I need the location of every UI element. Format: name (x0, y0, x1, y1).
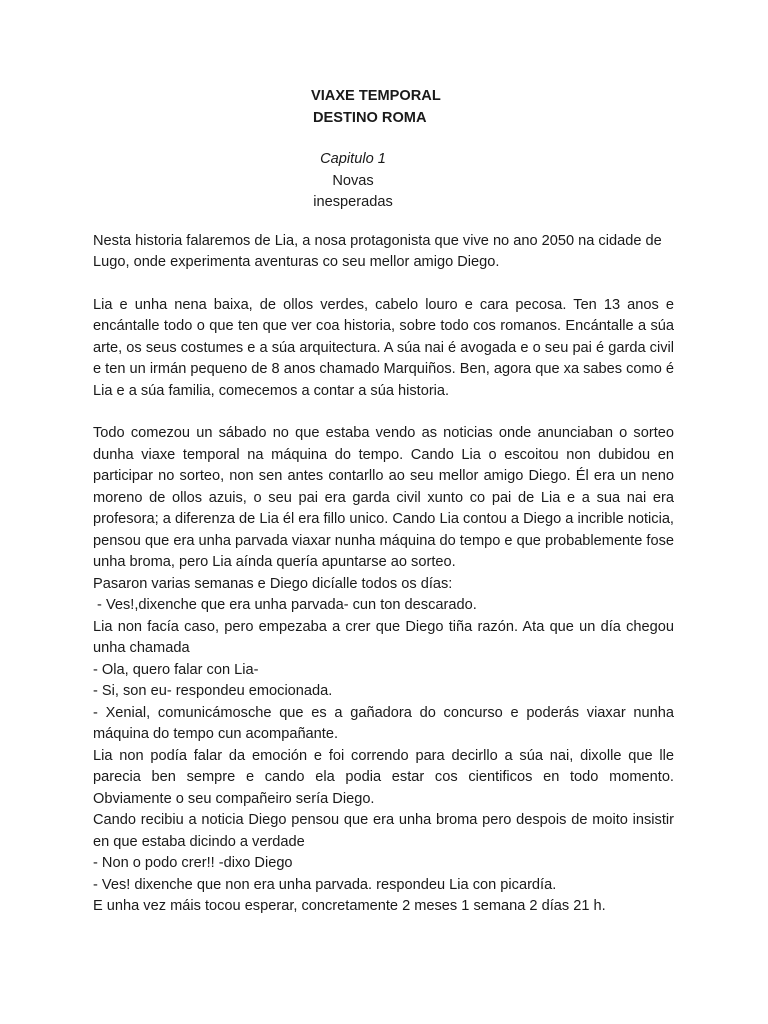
title-line-2: DESTINO ROMA (313, 109, 427, 126)
story-line: Cando recibiu a noticia Diego pensou que era unha broma pero despois de moito insistir en que estaba dicindo a verdade (93, 812, 674, 850)
paragraph-intro: Nesta historia falaremos de Lia, a nosa protagonista que vive no ano 2050 na cidade de Lugo, onde experimenta aventuras co seu mellor amigo Diego. (93, 232, 662, 270)
document-title (311, 86, 674, 129)
title-line-1: VIAXE TEMPORAL (311, 88, 441, 104)
chapter-heading (293, 149, 413, 214)
dialogue-line: - Ves!,dixenche que era unha parvada- cun ton descarado. (93, 597, 477, 613)
paragraph-story-start: Todo comezou un sábado no que estaba vendo as noticias onde anunciaban o sorteo dunha viaxe temporal na máquina do tempo. Cando Lia o escoitou non dubidou en participar no sorteo, non sen antes contarllo ao seu mellor amigo Diego. Él era un neno moreno de ollos azuis, o seu pai era garda civil xunto co pai de Lia e a sua nai era profesora; a diferenza de Lia él era fillo unico. Cando Lia contou a Diego a incrible noticia, pensou que era unha parvada viaxar nunha máquina do tempo e que probablemente fose unha broma, pero Lia aínda quería apuntarse ao sorteo. (93, 425, 674, 570)
story-line: Pasaron varias semanas e Diego dicíalle todos os días: (93, 575, 453, 592)
chapter-label: Capitulo 1 (320, 151, 386, 167)
story-line: Lia non podía falar da emoción e foi correndo para decirllo a súa nai, dixolle que lle parecia ben sempre e cando ela podia estar cos cientificos en todo momento. Obviamente o seu compañeiro sería Diego. (93, 747, 674, 807)
document-page (93, 86, 674, 918)
story-line: Lia non facía caso, pero empezaba a crer que Diego tiña razón. Ata que un día chegou unha chamada (93, 618, 674, 656)
dialogue-line: - Ola, quero falar con Lia- (93, 661, 259, 678)
chapter-subtitle: Novas inesperadas (313, 172, 393, 210)
dialogue-line: - Non o podo crer!! -dixo Diego (93, 855, 293, 871)
dialogue-line: - Si, son eu- respondeu emocionada. (93, 683, 333, 699)
dialogue-line: - Xenial, comunicámosche que es a gañadora do concurso e poderás viaxar nunha máquina do tempo cun acompañante. (93, 704, 674, 742)
story-line: E unha vez máis tocou esperar, concretamente 2 meses 1 semana 2 días 21 h. (93, 898, 606, 914)
paragraph-lia-description: Lia e unha nena baixa, de ollos verdes, cabelo louro e cara pecosa. Ten 13 anos e encántalle todo o que ten que ver coa historia, sobre todo cos romanos. Encántalle a súa arte, os seus costumes e a súa arquitectura. A súa nai é avogada e o seu pai é garda civil e ten un irmán pequeno de 8 anos chamado Marquiños. Ben, agora que xa sabes como é Lia e a súa familia, comecemos a contar a súa historia. (93, 296, 674, 399)
dialogue-line: - Ves! dixenche que non era unha parvada. respondeu Lia con picardía. (93, 876, 557, 893)
